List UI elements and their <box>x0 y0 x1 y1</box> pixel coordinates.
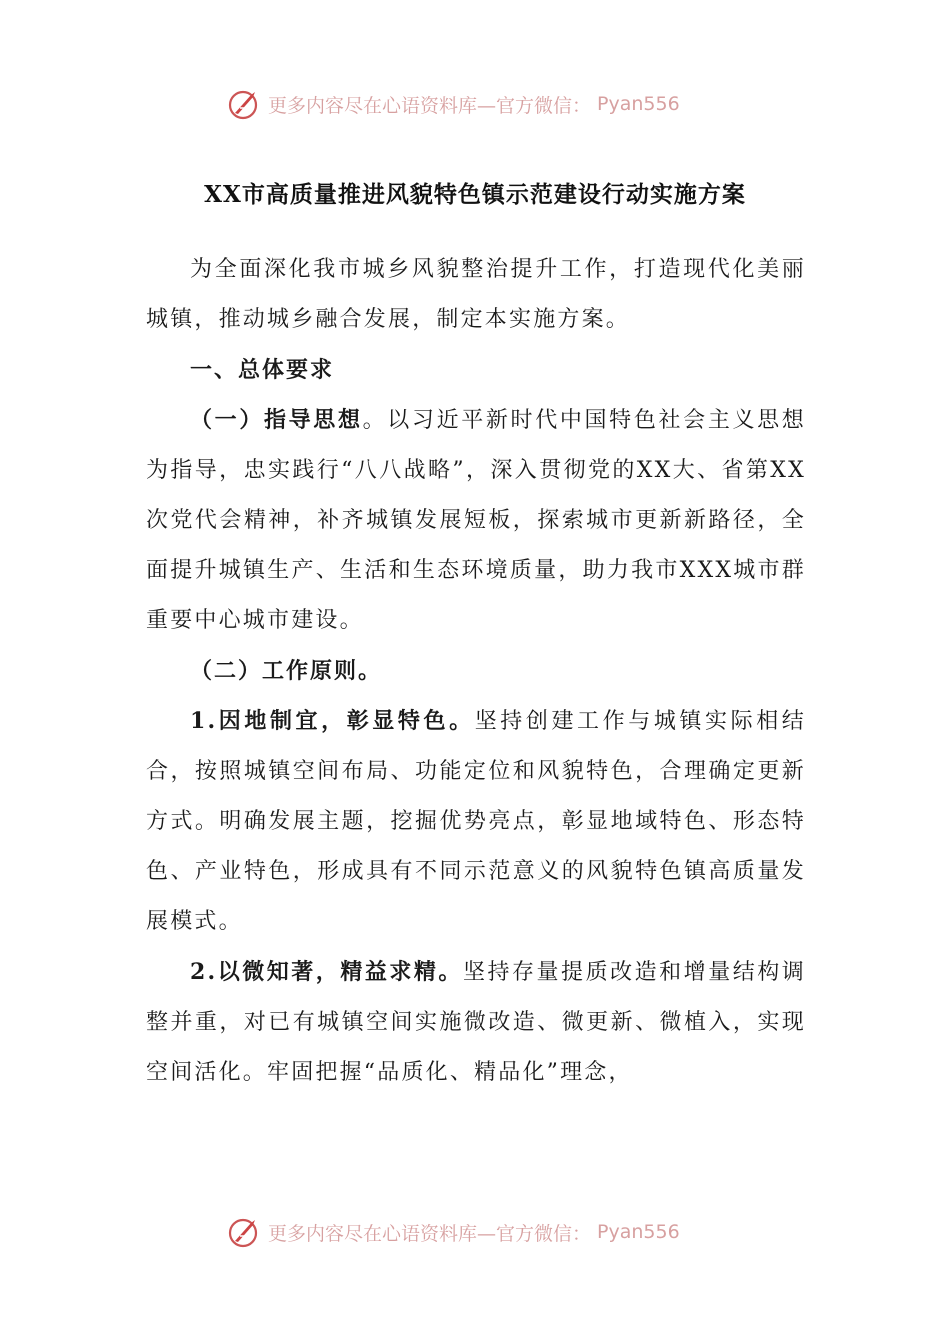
watermark-text: 更多内容尽在心语资料库—官方微信： <box>268 1222 592 1245</box>
section-heading: 一、总体要求 <box>190 357 335 383</box>
guiding-ideology-heading: （一）指导思想 <box>190 407 363 433</box>
quill-logo-icon <box>226 86 262 122</box>
work-principles-heading: （二）工作原则。 <box>190 658 383 684</box>
principle-1-paragraph <box>146 696 806 947</box>
guiding-ideology-paragraph <box>146 395 806 646</box>
document-title: XX市高质量推进风貌特色镇示范建设行动实施方案 <box>204 181 746 208</box>
principle-2-paragraph <box>146 947 806 1098</box>
watermark-banner-bottom <box>226 1212 680 1252</box>
principle-2-heading: 2.以微知著，精益求精。 <box>190 959 463 985</box>
guiding-ideology-text: 。以习近平新时代中国特色社会主义思想为指导，忠实践行“八八战略”，深入贯彻党的XX大、省第XX次党代会精神，补齐城镇发展短板，探索城市更新新路径，全面提升城镇生产、生活和生态环境质量，助力我市XXX城市群重要中心城市建设。 <box>146 408 806 633</box>
principle-2-text: 坚持存量提质改造和增量结构调整并重，对已有城镇空间实施微改造、微更新、微植入，实现空间活化。牢固把握“品质化、精品化”理念， <box>146 960 806 1085</box>
watermark-banner-top <box>226 84 680 124</box>
intro-paragraph: 为全面深化我市城乡风貌整治提升工作，打造现代化美丽城镇，推动城乡融合发展，制定本实施方案。 <box>146 257 806 332</box>
watermark-text: 更多内容尽在心语资料库—官方微信： <box>268 94 592 117</box>
watermark-wechat-id: Pyan556 <box>597 1221 680 1243</box>
watermark-wechat-id: Pyan556 <box>597 93 680 115</box>
quill-logo-icon <box>226 1214 262 1250</box>
principle-1-text: 坚持创建工作与城镇实际相结合，按照城镇空间布局、功能定位和风貌特色，合理确定更新方式。明确发展主题，挖掘优势亮点，彰显地域特色、形态特色、产业特色，形成具有不同示范意义的风貌特色镇高质量发展模式。 <box>146 709 806 934</box>
principle-1-heading: 1.因地制宜，彰显特色。 <box>190 708 475 734</box>
document-body <box>146 245 806 1098</box>
